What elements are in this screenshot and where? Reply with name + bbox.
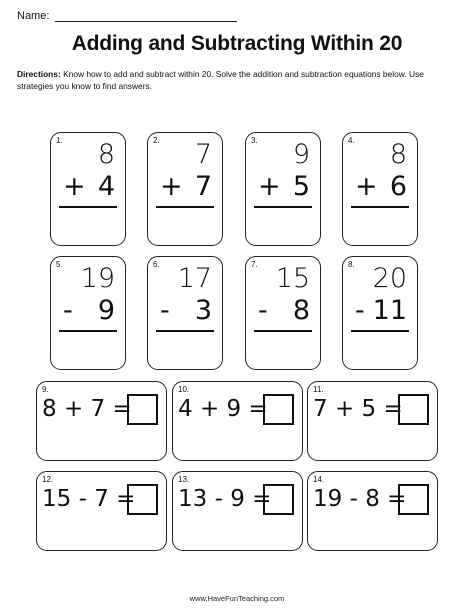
page-title: Adding and Subtracting Within 20 — [71, 32, 403, 55]
problem-number: 14. — [313, 475, 325, 484]
problem-card — [245, 132, 321, 246]
problem-number: 10. — [178, 385, 190, 394]
directions — [17, 69, 462, 92]
answer-box[interactable] — [398, 484, 429, 515]
answer-line — [254, 206, 312, 208]
bottom-operand: 8 — [292, 295, 310, 326]
answer-box[interactable] — [398, 394, 429, 425]
answer-line — [351, 330, 409, 332]
problem-number: 4. — [348, 136, 355, 145]
bottom-operand: 11 — [372, 295, 407, 326]
name-line[interactable] — [55, 11, 237, 22]
top-operand: 17 — [177, 263, 212, 294]
problem-card — [307, 381, 438, 461]
operator: - — [258, 295, 268, 326]
answer-line — [254, 330, 312, 332]
problem-card — [307, 471, 438, 551]
problem-card — [342, 132, 418, 246]
equation: 19 - 8 = — [313, 486, 407, 512]
operator: - — [63, 295, 73, 326]
bottom-operand: 4 — [97, 171, 115, 202]
problem-number: 5. — [56, 260, 63, 269]
problem-number: 9. — [42, 385, 49, 394]
answer-box[interactable] — [127, 394, 158, 425]
problem-card — [172, 471, 303, 551]
footer-site: www.HaveFunTeaching.com — [189, 594, 285, 603]
problem-number: 7. — [251, 260, 258, 269]
bottom-operand: 6 — [389, 171, 407, 202]
name-label: Name: — [17, 10, 50, 22]
bottom-operand: 5 — [292, 171, 310, 202]
problem-card — [50, 132, 126, 246]
answer-box[interactable] — [263, 484, 294, 515]
problem-number: 2. — [153, 136, 160, 145]
answer-box[interactable] — [263, 394, 294, 425]
problem-card — [147, 256, 223, 370]
equation: 7 + 5 = — [313, 396, 403, 422]
name-row — [17, 10, 237, 22]
operator: + — [160, 171, 183, 202]
answer-box[interactable] — [127, 484, 158, 515]
problem-card — [172, 381, 303, 461]
answer-line — [156, 206, 214, 208]
operator: - — [355, 295, 365, 326]
directions-label: Directions: — [17, 69, 61, 79]
problem-number: 12. — [42, 475, 54, 484]
operator: + — [355, 171, 378, 202]
answer-line — [351, 206, 409, 208]
equation: 15 - 7 = — [42, 486, 136, 512]
top-operand: 8 — [389, 139, 407, 170]
equation: 8 + 7 = — [42, 396, 132, 422]
problem-card — [245, 256, 321, 370]
operator: + — [63, 171, 86, 202]
bottom-operand: 9 — [97, 295, 115, 326]
answer-line — [156, 330, 214, 332]
bottom-operand: 3 — [194, 295, 212, 326]
directions-text: Know how to add and subtract within 20. Solve the addition and subtraction equations below. Use strategies you know to find answers. — [17, 69, 424, 91]
problem-card — [147, 132, 223, 246]
problem-card — [36, 381, 167, 461]
problem-card — [50, 256, 126, 370]
top-operand: 7 — [194, 139, 212, 170]
problem-number: 13. — [178, 475, 190, 484]
top-operand: 8 — [97, 139, 115, 170]
operator: + — [258, 171, 281, 202]
problem-number: 8. — [348, 260, 355, 269]
problem-card — [36, 471, 167, 551]
problem-number: 3. — [251, 136, 258, 145]
bottom-operand: 7 — [194, 171, 212, 202]
problem-number: 1. — [56, 136, 63, 145]
equation: 13 - 9 = — [178, 486, 272, 512]
problem-number: 11. — [313, 385, 324, 394]
top-operand: 9 — [292, 139, 310, 170]
answer-line — [59, 330, 117, 332]
answer-line — [59, 206, 117, 208]
equation: 4 + 9 = — [178, 396, 268, 422]
operator: - — [160, 295, 170, 326]
top-operand: 20 — [372, 263, 407, 294]
problem-card — [342, 256, 418, 370]
problem-number: 6. — [153, 260, 160, 269]
top-operand: 19 — [80, 263, 115, 294]
top-operand: 15 — [275, 263, 310, 294]
